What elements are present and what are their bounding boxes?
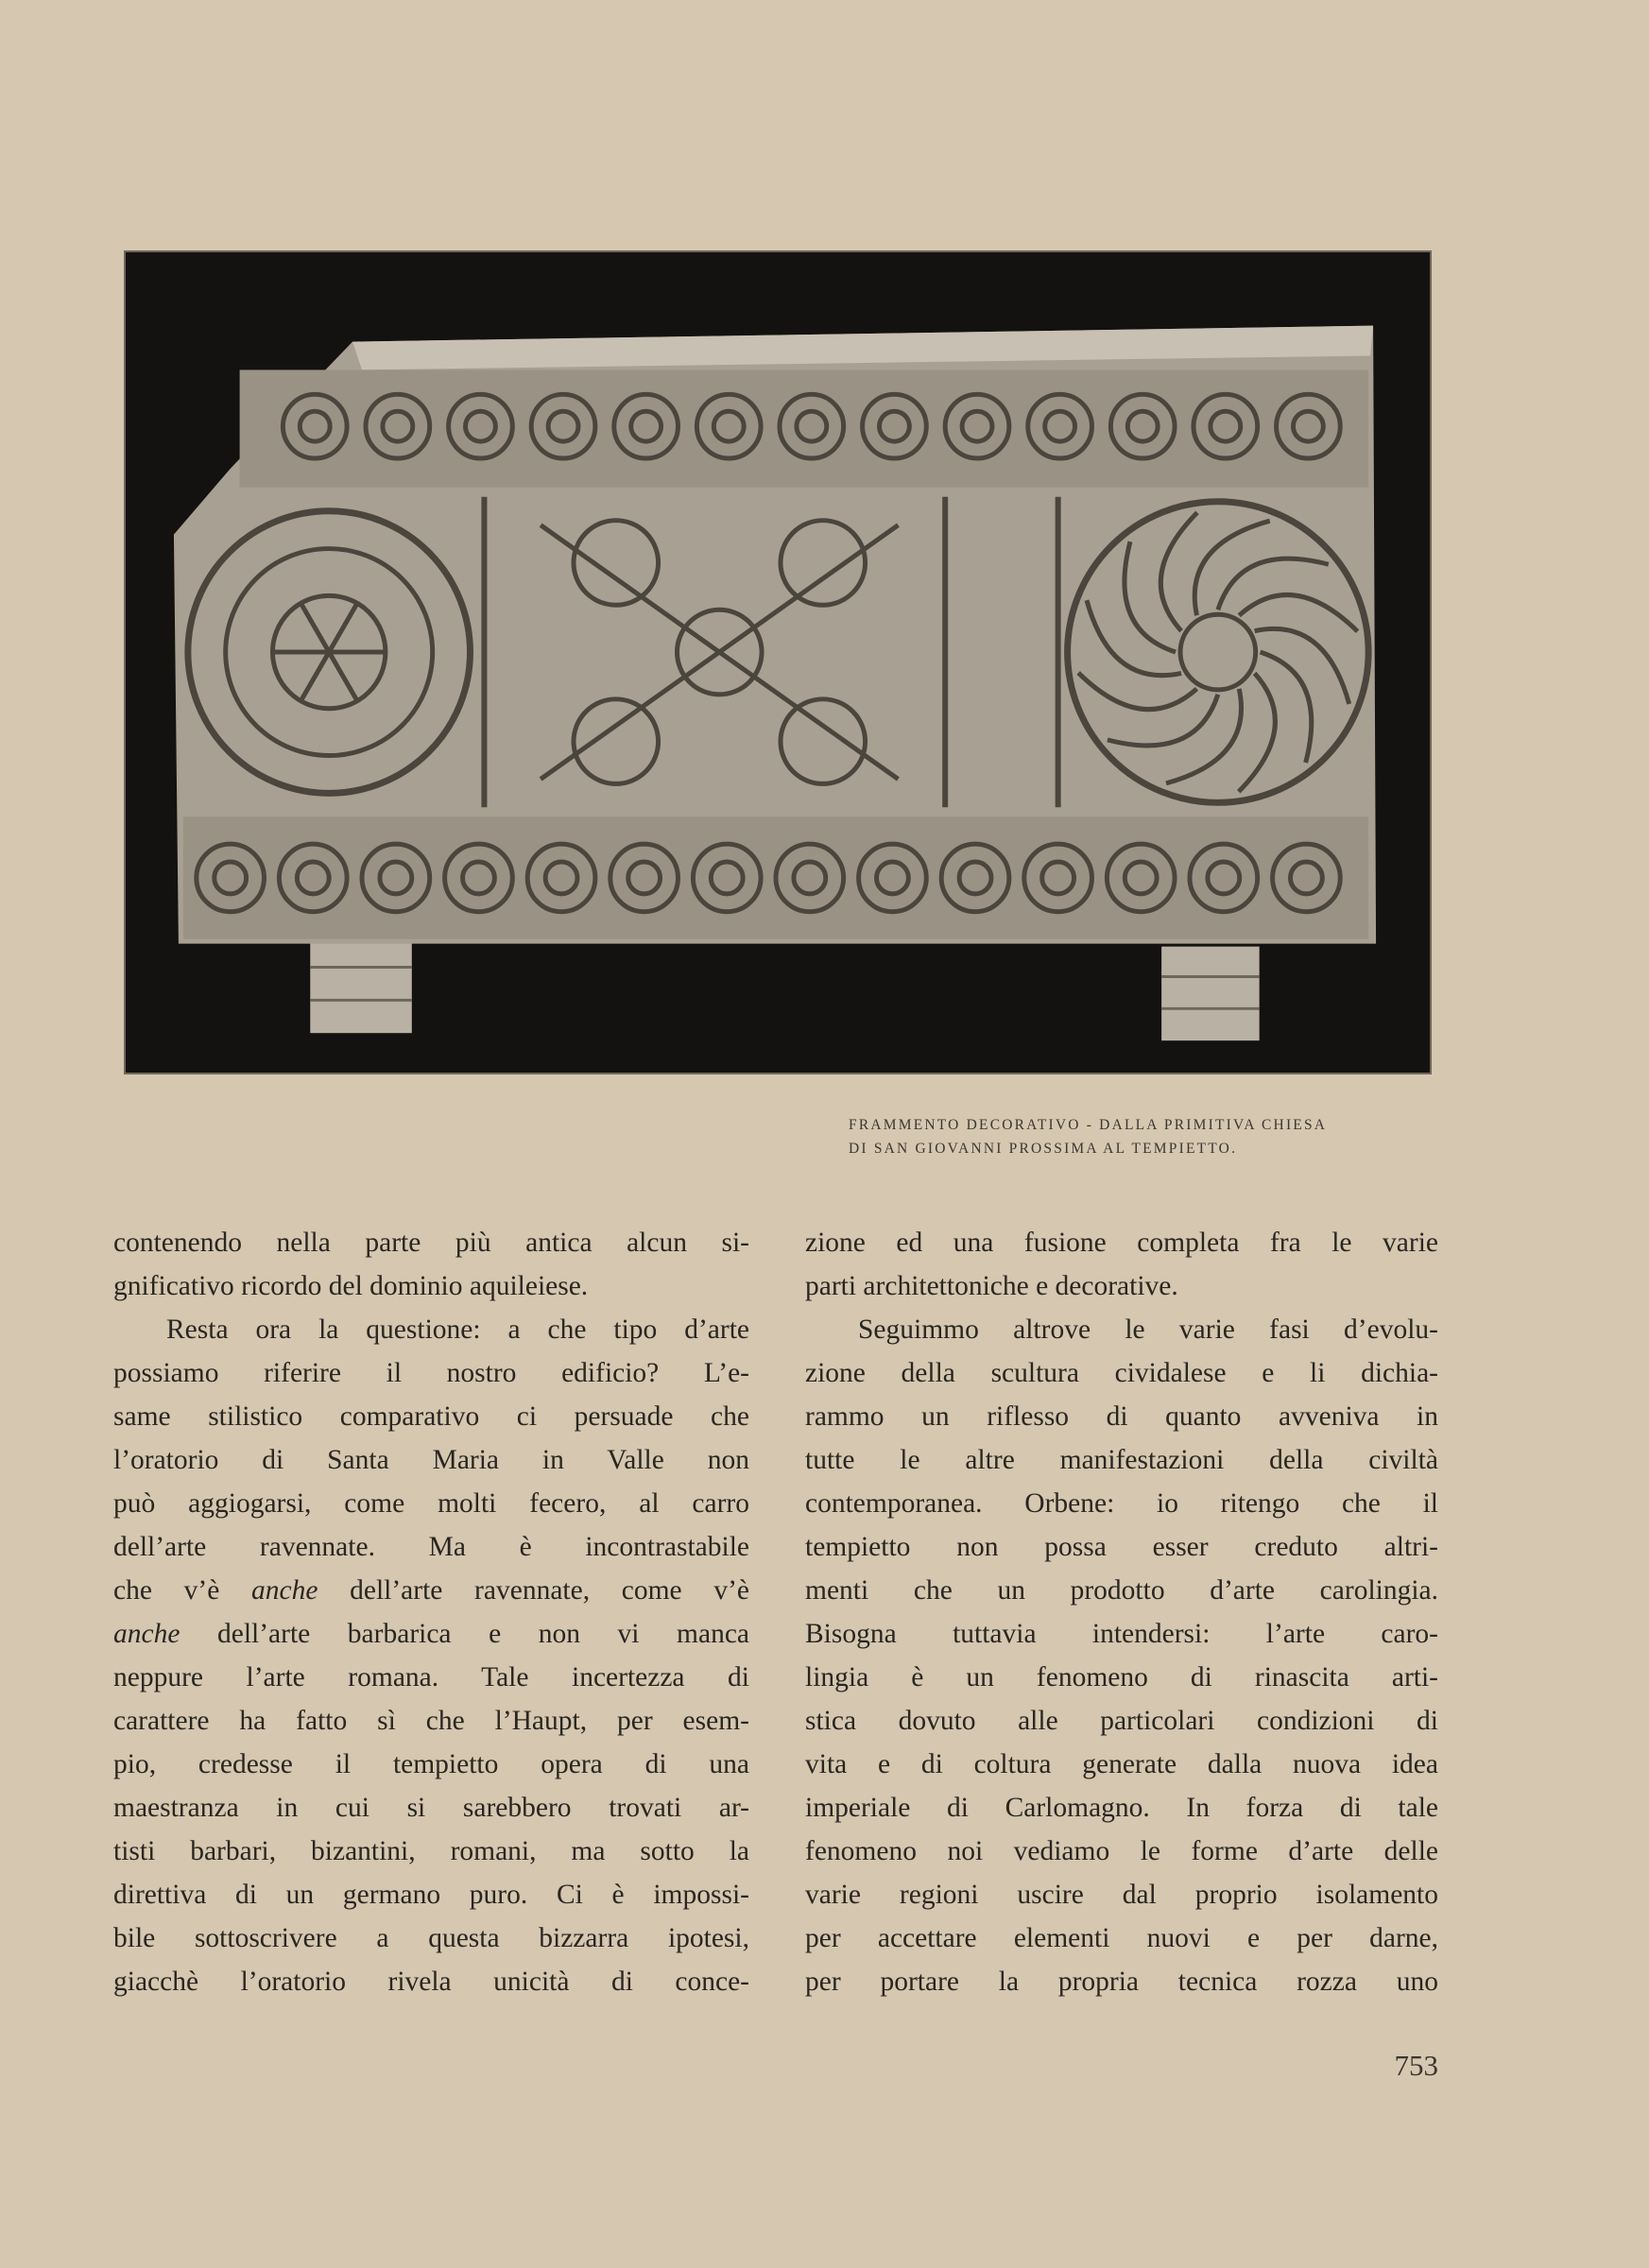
text-line: lingia è un fenomeno di rinascita arti- [805,1662,1438,1692]
caption-line: DI SAN GIOVANNI PROSSIMA AL TEMPIETTO. [849,1141,1238,1157]
text-column-left [113,1221,749,2003]
text-line: carattere ha fatto sì che l’Haupt, per esem- [113,1706,749,1736]
text-line: può aggiogarsi, come molti fecero, al carro [113,1488,749,1519]
page-number: 753 [1394,2049,1438,2082]
text-line: tisti barbari, bizantini, romani, ma sotto la [113,1836,749,1866]
text-line: varie regioni uscire dal proprio isolamento [805,1880,1438,1910]
text-line: maestranza in cui si sarebbero trovati ar- [113,1793,749,1823]
text-line: contenendo nella parte più antica alcun si- [113,1228,749,1258]
text-line: contemporanea. Orbene: io ritengo che il [805,1488,1438,1519]
text-line: fenomeno noi vediamo le forme d’arte delle [805,1836,1438,1866]
text-line: stica dovuto alle particolari condizioni di [805,1706,1438,1736]
figure-caption [849,1113,1397,1160]
text-column-right [805,1221,1438,2003]
text-fragment: che v’è [113,1575,251,1606]
text-line: per accettare elementi nuovi e per darne, [805,1923,1438,1953]
text-line: imperiale di Carlomagno. In forza di tale [805,1793,1438,1823]
caption-line: FRAMMENTO DECORATIVO - DALLA PRIMITIVA CHIESA [849,1117,1328,1133]
text-line: dell’arte ravennate. Ma è incontrastabile [113,1532,749,1562]
text-line: tempietto non possa esser creduto altri- [805,1532,1438,1562]
text-line: Resta ora la questione: a che tipo d’arte [166,1314,749,1345]
carved-stone-relief-image [126,252,1430,1073]
text-line: zione ed una fusione completa fra le varie [805,1228,1438,1258]
italic-word: anche [250,1575,318,1606]
text-line: per portare la propria tecnica rozza uno [805,1967,1438,1997]
text-line: neppure l’arte romana. Tale incertezza di [113,1662,749,1692]
text-line: parti architettoniche e decorative. [805,1271,1178,1301]
text-line: vita e di coltura generate dalla nuova idea [805,1749,1438,1779]
text-line: same stilistico comparativo ci persuade che [113,1401,749,1432]
text-line: menti che un prodotto d’arte carolingia. [805,1575,1438,1606]
text-line: zione della scultura cividalese e li dichia- [805,1358,1438,1388]
text-line: Seguimmo altrove le varie fasi d’evolu- [858,1314,1438,1345]
text-line: possiamo riferire il nostro edificio? L’e- [113,1358,749,1388]
text-line: Bisogna tuttavia intendersi: l’arte caro- [805,1619,1438,1649]
text-fragment: dell’arte barbarica e non vi manca [180,1619,749,1649]
text-line-with-italic [113,1569,749,1612]
text-line: gnificativo ricordo del dominio aquileiese. [113,1271,589,1301]
text-line: bile sottoscrivere a questa bizzarra ipotesi, [113,1923,749,1953]
figure-photograph [124,250,1432,1074]
italic-word: anche [113,1619,180,1649]
text-fragment: dell’arte ravennate, come v’è [318,1575,749,1606]
text-line: l’oratorio di Santa Maria in Valle non [113,1445,749,1475]
text-line: tutte le altre manifestazioni della civiltà [805,1445,1438,1475]
text-line: rammo un riflesso di quanto avveniva in [805,1401,1438,1432]
text-line: direttiva di un germano puro. Ci è impossi- [113,1880,749,1910]
text-line: pio, credesse il tempietto opera di una [113,1749,749,1779]
text-line: giacchè l’oratorio rivela unicità di conce- [113,1967,749,1997]
text-line-with-italic [113,1612,749,1656]
